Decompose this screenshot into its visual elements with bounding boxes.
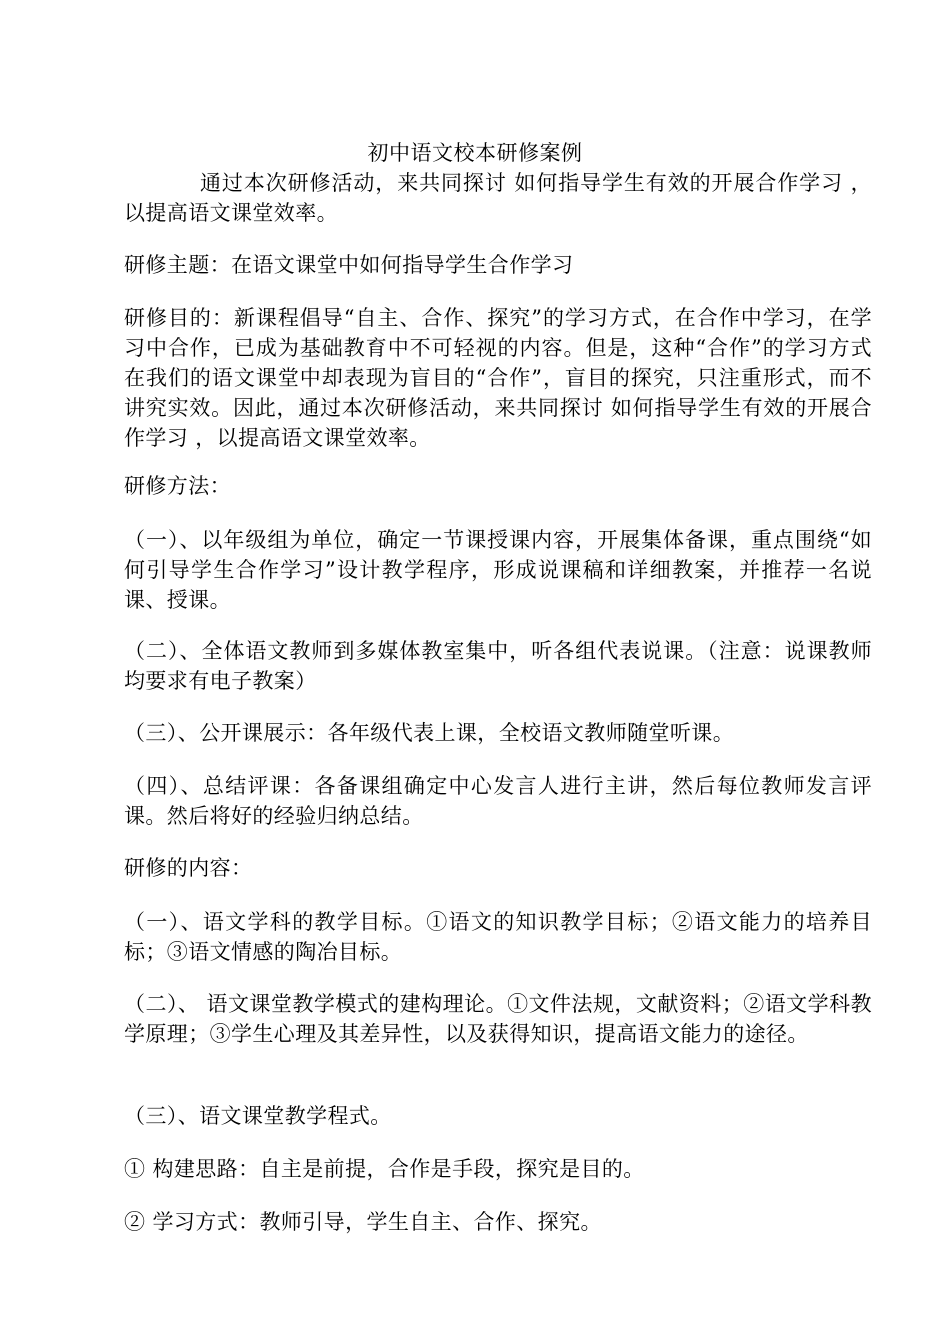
method-item-2: （二）、全体语文教师到多媒体教室集中，听各组代表说课。（注意：说课教师均要求有电子教案） — [124, 639, 872, 693]
content-item-2: （二）、 语文课堂教学模式的建构理论。①文件法规，文献资料；②语文学科教学原理；③学生心理及其差异性，以及获得知识，提高语文能力的途径。 — [124, 992, 872, 1046]
methods-heading: 研修方法： — [124, 474, 231, 498]
method-item-3: （三）、公开课展示：各年级代表上课，全校语文教师随堂听课。 — [124, 721, 735, 745]
method-item-4: （四）、总结评课：各备课组确定中心发言人进行主讲，然后每位教师发言评课。然后将好的经验归纳总结。 — [124, 774, 872, 828]
step-item-1: ① 构建思路：自主是前提，合作是手段，探究是目的。 — [124, 1157, 645, 1181]
step-item-2: ② 学习方式：教师引导，学生自主、合作、探究。 — [124, 1210, 602, 1234]
purpose-paragraph: 研修目的：新课程倡导“自主、合作、探究”的学习方式，在合作中学习，在学习中合作，已成为基础教育中不可轻视的内容。但是，这种“合作”的学习方式在我们的语文课堂中却表现为盲目的“合作”，盲目的探究，只注重形式，而不讲究实效。因此，通过本次研修活动，来共同探讨 如何指导学生有效的开展合作学习 ，以提高语文课堂效率。 — [124, 306, 872, 450]
content-item-3: （三）、语文课堂教学程式。 — [124, 1104, 392, 1128]
document-title: 初中语文校本研修案例 — [367, 141, 583, 165]
content-item-1: （一）、语文学科的教学目标。①语文的知识教学目标；②语文能力的培养目标；③语文情感的陶冶目标。 — [124, 910, 872, 964]
theme-paragraph: 研修主题：在语文课堂中如何指导学生合作学习 — [124, 253, 574, 277]
intro-paragraph: 通过本次研修活动，来共同探讨 如何指导学生有效的开展合作学习 ，以提高语文课堂效率。 — [124, 171, 872, 225]
method-item-1: （一）、以年级组为单位，确定一节课授课内容，开展集体备课，重点围绕“如何引导学生合作学习”设计教学程序，形成说课稿和详细教案，并推荐一名说课、授课。 — [124, 528, 872, 612]
content-heading: 研修的内容： — [124, 856, 253, 880]
